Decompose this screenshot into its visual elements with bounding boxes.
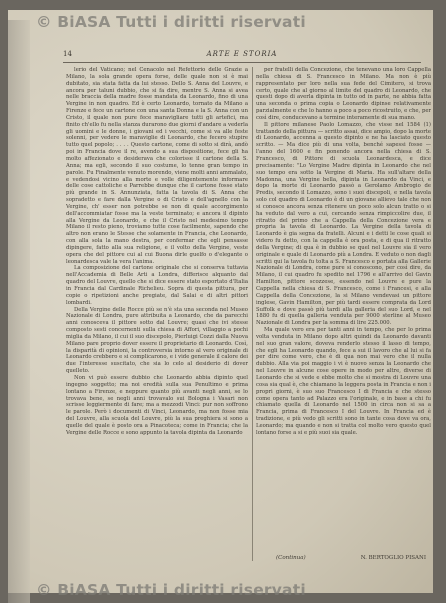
paragraph: per fratelli della Concezione, che tenevano una loro Cappella nella chiesa di S. Francesco in Milano. Ma non è più rappresentato per loro nella sua fede del Cimitero, si trova certo, quale che al giorno al limite del quadro di Leonardo, che questi dopo di averla dipinta in tutto od in parte, ne abbia fatta una seconda o prima copia o Leonardo dipinse relativamente parzialmente e che lo hanno a poco a poco ricostruito, e che, per così dire, conducevano a termine interamente di sua mano. bbox=[256, 67, 431, 121]
right-column bbox=[256, 67, 431, 561]
watermark-bottom: © BiASA Tutti i diritti riservati bbox=[36, 581, 306, 599]
column-divider bbox=[252, 67, 253, 561]
paragraph: Non vi può essere dubbio che Leonardo abbia dipinto quel ingegno soggetto; ma noi eredità sulla sua Penultimo e prima lontano a Firenze, e neppure quanto più avanti negli anni, se lo trovava bene, se negli anni trovavalo sui Bologna i Vasari non scrisse leggiermente di fare; ma a mezzodi Vinci: pur non soffrono le parole. Però i documenti di Vinci, Leonardo, ma non fosse mia del Louvre, alla scuola del Louvre, più la sua preghiera si sono a quelle del quale è posto ora a Pinacoteca; come in Francia; che la Vergine delle Rocce e sono appunto la tavola dipinta da Leonardo bbox=[66, 374, 248, 436]
document-page bbox=[8, 10, 433, 599]
author-signature: N. BERTOGLIO PISANI bbox=[360, 555, 426, 561]
paragraph: Della Vergine delle Rocce più se n'è sta una seconda nel Museo Nazionale di Londra, pure attribuita a Leonardo, che da parecchi anni conosceva il pittore sotto dal Louvre; quasi che ivi stesse composto sesti concernenti sulla chiesa di Affori, villaggio a pochi miglia da Milano, il cui il suo discepolo, Pierluigi Cozzi dalla Nuova Milano pare proprio dover essere il proprietario di Leonardo. Così, la disparità di opinioni, la controversia intorno al vero originale di Leonardo crebbero e si complicarono, e i vide generale il calore dei due l'interesse suscitato, che sia lo celo al desiderio di dover quelleto. bbox=[66, 306, 248, 375]
paragraph: La composizione del cartone originale che si conserva tuttavia nell'Accademia di Belle Arti a Londra, differisce alquanto dal quadro del Louvre, quello che si dice essere stato esportato d'Italia in Francia dal Cardinale Richelieu. Sopra di questa pittura, per copie o ripetizioni anche pregiate, dal Salai e di altri pittori lombardi. bbox=[66, 265, 248, 306]
paragraph: Ma quale vero era per tanti anni in tempo, che per lo prima volta venduta in Milano dopo altri quindi da Leonardo davanti nel suo gran valore, doveva renderlo stesso il lasso di tempo, che egli ha Leonardo quando, fece a sui il lavoro che al lui si fa per dire come vero, che è di qua non mai vero che il nulla dubbio. Alla via poi maggio i vi è nuovo senza la Leonardo che nel Louvre in alcune cose opere in modo per altre, diverse di Leonardo che si vede e ebbe molto che si mostra di Louvre una cosa sia qual è, che chiamano la leggera posta in Francia e non i propri giorni, è suo suo Francesco I di Francia e che stesso come opera tanto ad Palazzo era l'originale, e in base a chi fu chiamato quella di Leonardo nel 1500 in circa non si sa a Francia, prima di Francesco I del Louvre. In Francia ed è tradizione, e più vedo gli scritti sono in tante cosa dove va ora, Leonardo; ma quando e non si tratta col molto vero questo quel lontano forse a si e più suoi sia quale. bbox=[256, 327, 431, 436]
page-header bbox=[63, 50, 421, 63]
continued-note: (Continua) bbox=[276, 555, 306, 561]
paragraph: lerio del Vaticano; nel Cenacolo nel Refettorio delle Grazie a Milano, la sola grande opera forse, delle quale non si è mai dubitato, sia stata fatta da lui stesso. Dello S. Anna del Louvre, e ancora per taluni dubbio, che si fa dire, mentre S. Anna si avea nelle braccia della madre fosse mandata da Leonardo, fino di una Vergine in non quadro. Ed è certo Leonardo, tornato da Milano a Firenze e fece un cartone con una santa Donna e la S. Anna con un Cristo, il quale non pure fece maravigliare tutti gli artefici, ma finito ch'ello fu nella stanza durarono due giorni d'andare a vederla gli uomini e le donne, i giovani ed i vecchi, come si va alle feste solenni, per vedere le maraviglie di Leonardo, che fecero stupire tutto quel popolo; . . . . Questo cartone, come di sotto si dirà, andò poi in Francia dove il re, avendo a sua dispositione, fece gli ha molto affezionato e desiderava che colorisse il cartone della S. Anna; ma egli, secondo il suo costume, lo tenne gran tempo in parole. Fu Finalmente venuto morendo, viene molti anni ammalato, e vedendosi vicino alla morte e volle diligentemente informare delle cose cattoliche e Parrebbe dunque che il cartone fosse stato più grande in S. Annunziata, fatta la tavola di S. Anna che sopradetto e fare dalla Vergine o di Cristo e dell'agnello con la Vergine, ch' esser non potrebbe se non di quale accorgimento dell'accommiatar fosse ma la veste terminato; e ancora il dipinto alla Vergine da Leonardo, e che il Cristo nel medesimo tempo Milano il resto pieno, troviamo tutte cose facilmente, sapendo che altro non erano le Stesse che solamente in Francia, che Leonardo, con alla sola la mano destra, per confermar che egli pensasse dipingere, fatto alla sua religione, e il volto della Vergine, veste opera che del pittore cui al cui Buona dirle guelfo o d'elegante o leonardesca vale la vera l'anima. bbox=[66, 67, 248, 265]
running-title: ARTE E STORIA bbox=[206, 50, 278, 58]
left-column bbox=[66, 67, 248, 561]
page-number: 14 bbox=[63, 50, 72, 58]
page-edge-shadow bbox=[8, 20, 30, 603]
paragraph: Il pittore milanese Paolo Lomazzo, che visse nel 1584 (1) trattando della pittura — scritto assai, dice ampio, dopo la morte di Leonardo, accenna a questo dipinto e ne ha lasciato questo scritto. — Ma dice più di una volta, benché sapessi fosse — l'anno del 1600 e fin ponendo ancora nella chiesa di S. Francesco, di Pittore di scuola Leonardesca, e dice precisamente: "Lo Vergine Madre dipinta in Leonardo che nel suo tempo era sotto la Vergine di Maria. Ha sull'altare della Madonna, una Vergine bella, dipinta in Leonardo da Vinci, e dopo la morte di Leonardo passò a Gerolamo Ambrogio de Predis, secondo il Lomazzo, sono i suoi discepoli, e nella tavola solo col quadro di Leonardo è di un giovane allievo tale che non si conosce ancora senza ritenere un poco solo alcun tratto o si ha veduto dal vero a cui, cercando senza rimpiccolire due, il ritratto del primo che a Cappella della Concezione vera e propria la tavola di Leonardo. La Vergine della tavola di Leonardo è gia segna da fratelli. Alcuni e i detti le cose quali si videro fu detto, con la cappella è ora posta, e di qua il ritratto della Vergine; di qua è in dubbio se quel nel Louvre sia il vero originale e quale di Leonardo più a Londra. E veduto o non dagli scritti qui la tavola fu tolta a S. Francesco e portata alla Gallerie Nazionale di Londra, come pure si conoscono, per così dire, da Milano, il cui quadro fu spedito nel 1796 e all'arrivo del Gavin Hamilton, pittore scozzese, essendo nel Louvre e pure la Cappella nella chiesa di S. Francesco, come i Francesi, e alla Cappella della Concezione, la si Milano vendevasi un pittore inglese, Gavin Hamilton, per più tardi essere comprata da Lord Suffolk e dove passò più tardi alla galleria del suo Lord, e nel 1880 fu di quella galleria venduta per 9000 sterline al Museo Nazionale di Londra per la somma di lire 225.000. bbox=[256, 121, 431, 327]
watermark-top: © BiASA Tutti i diritti riservati bbox=[36, 13, 306, 31]
